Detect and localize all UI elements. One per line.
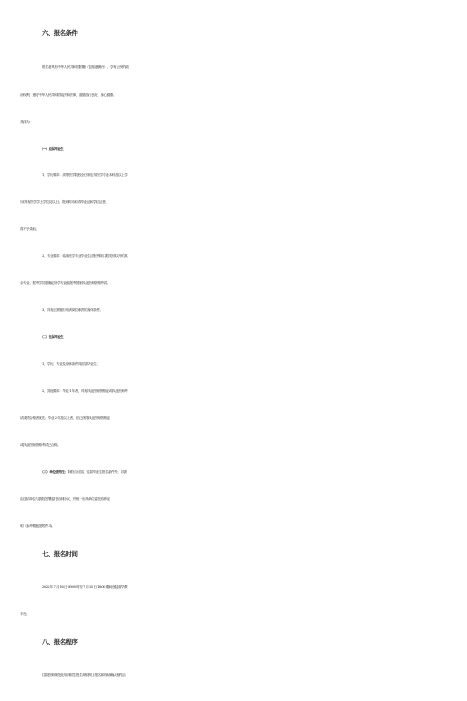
- fresh-grads-item-1-end: 将不予录取。: [20, 227, 39, 231]
- past-grads-item-2-cont: 试成绩合格者优先；毕业 2 年及以上者，应已获得执业医师资格证: [20, 416, 110, 420]
- fresh-grads-item-2-cont: 余专业；报考学员需确定所学专业能报考国家执业医师资格考试。: [20, 281, 110, 285]
- section-6-intro-line-3: 具体为：: [20, 120, 33, 124]
- past-grads-item-2: 2、其他要求：毕业 1 年者，具有执业医师资格证或执业医师考: [42, 389, 128, 393]
- fresh-grads-item-1: 1、学历要求：高等医学院校全日制五年医学专业本科及以上学: [42, 173, 128, 177]
- entrusted-line-2: 由送培单位与我院签署委托培训协议，并统一出具单位委托培养证: [20, 497, 110, 501]
- fresh-grads-item-2: 2、专业要求：临床医学专业毕业生应报考除口腔类别以外的其: [42, 254, 128, 258]
- entrusted-heading: （三）单位委培生：: [40, 470, 68, 474]
- past-grads-item-1: 1、学历、专业及身体条件同应届毕业生；: [42, 362, 100, 366]
- entrusted-line-3: 明（参考模板见附件 3)。: [20, 524, 55, 528]
- past-grads-heading: （二）往届毕业生: [40, 335, 64, 339]
- section-8-line-1: 住院医师规范化培训招生报名采取网上报名和现场确认相结合: [42, 673, 126, 677]
- section-8-heading: 八、报名程序: [42, 638, 78, 646]
- section-7-line-1: 2022 年 7 月 16 日 09:00 时至 7 月 25 日 18:00 期间登陆省毕教: [42, 585, 128, 589]
- entrusted-line-1: [40, 463, 453, 481]
- fresh-grads-heading: （一）应届毕业生: [40, 147, 64, 151]
- section-6-heading: 六、报名条件: [42, 29, 78, 37]
- section-6-intro-line-1: 报名者具有中华人民共和国国籍（包括港澳台），享有公民的政: [42, 65, 129, 69]
- entrusted-line-1-text: 除符合应届、往届毕业生报名条件外，另需: [67, 470, 127, 474]
- section-6-intro-line-2: 治权利，遵守中华人民共和国宪法和法律，道德品行良好，身心健康。: [20, 93, 116, 97]
- section-7-line-2: 平台。: [20, 612, 30, 616]
- fresh-grads-item-3: 3、具有正常履行培训岗位职责的身体条件。: [42, 308, 103, 312]
- past-grads-item-2-end: 或执业医师资格考试已合格。: [20, 443, 61, 447]
- section-7-heading: 七、报名时间: [42, 550, 78, 558]
- fresh-grads-item-1-cont: 历(具有医学学士学位及以上)，报到时未取得毕业证和学位证者，: [20, 200, 109, 204]
